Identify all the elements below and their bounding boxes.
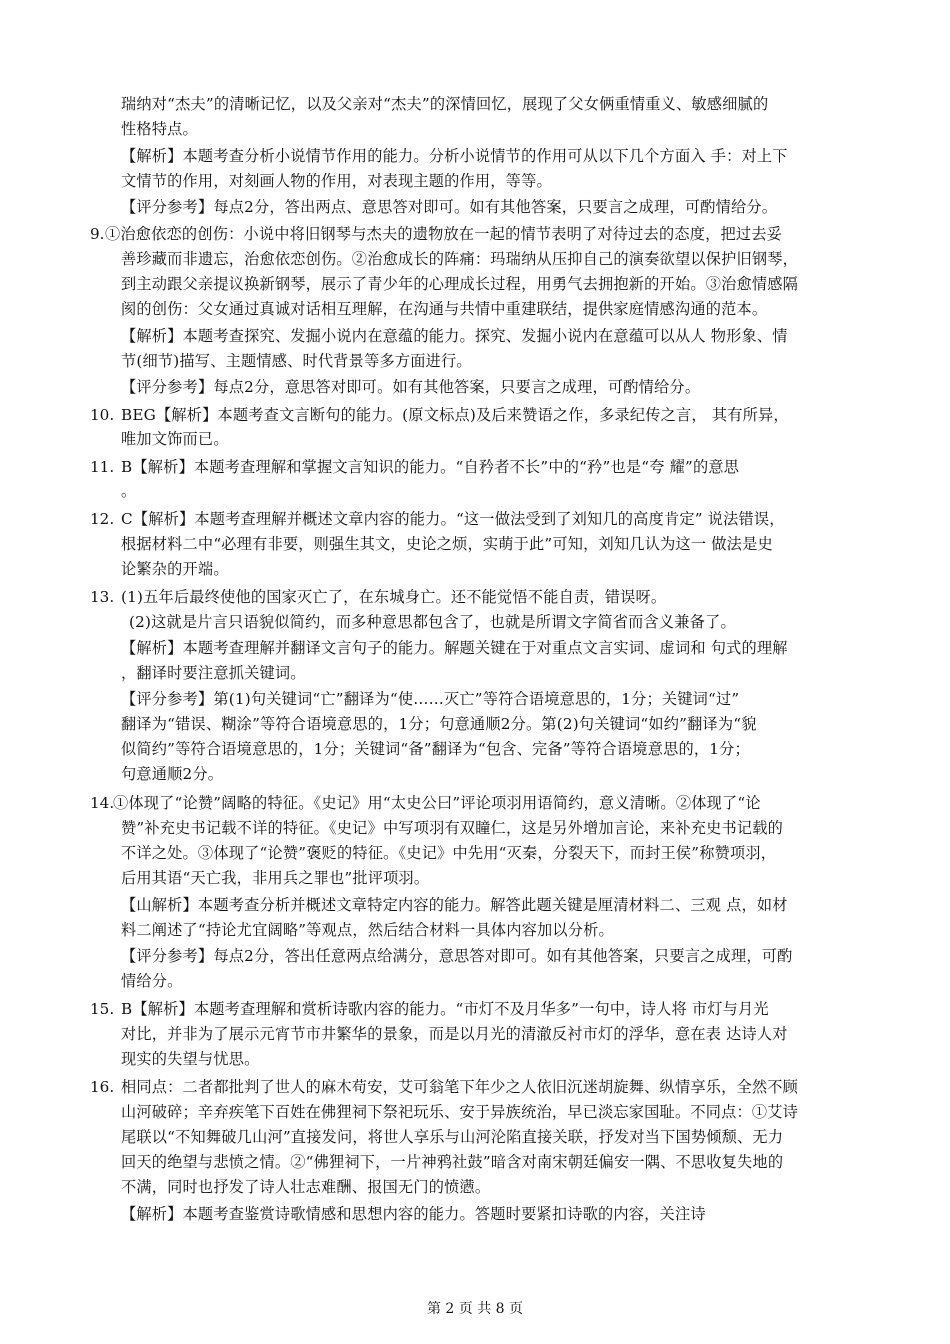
question-number: 10.	[90, 406, 115, 424]
question-number: 13.	[90, 588, 115, 606]
scoring-line: 【评分参考】每点2分，答出任意两点给满分，意思答对即可。如有其他答案，只要言之成理，可酌	[121, 947, 793, 965]
answer-line: 阂的创伤：父女通过真诚对话相互理解，在沟通与共情中重建联结，提供家庭情感沟通的范本。	[121, 300, 768, 318]
answer-line: 尾联以“不知舞破几山河”直接发问，将世人享乐与山河沦陷直接关联，抒发对当下国势倾颓、无力	[121, 1128, 784, 1146]
answer-line: 对比，并非为了展示元宵节市井繁华的景象，而是以月光的清澈反衬市灯的浮华，意在表 达诗人对	[121, 1025, 788, 1043]
answer-line: 到主动跟父亲提议换新钢琴，展示了青少年的心理成长过程，用勇气去拥抱新的开始。③治愈情感隔	[121, 275, 799, 293]
answer-line: 善珍藏而非遗忘，治愈依恋创伤。②治愈成长的阵痛：玛瑞纳从压抑自己的演奏欲望以保护旧钢琴，	[121, 250, 799, 268]
answer-line: 不详之处。③体现了“论赞”褒贬的特征。《史记》中先用“灭秦，分裂天下，而封王侯”称赞项羽，	[121, 844, 777, 862]
analysis-line: 【解析】本题考查鉴赏诗歌情感和思想内容的能力。答题时要紧扣诗歌的内容，关注诗	[121, 1205, 706, 1223]
answer-line: B【解析】本题考查理解和赏析诗歌内容的能力。“市灯不及月华多”一句中，诗人将 市灯与月光	[121, 1000, 769, 1018]
question-number: 9.	[90, 225, 105, 243]
answer-line: BEG【解析】本题考查文言断句的能力。(原文标点)及后来赞语之作，多录纪传之言， 其有所异，	[121, 406, 789, 424]
analysis-line: 【山解析】本题考查分析并概述文章特定内容的能力。解答此题关键是厘清材料二、三观 点，如材	[121, 896, 788, 914]
analysis-line: 【解析】本题考查理解并翻译文言句子的能力。解题关键在于对重点文言实词、虚词和 句式的理解	[121, 639, 788, 657]
answer-line: 后用其语“天亡我，非用兵之罪也”批评项羽。	[121, 869, 430, 887]
scoring-line: 【评分参考】每点2分，意思答对即可。如有其他答案，只要言之成理，可酌情给分。	[121, 378, 701, 396]
answer-line: B【解析】本题考查理解和掌握文言知识的能力。“自矜者不长”中的“矜”也是“夸 耀”的意思	[121, 458, 740, 476]
answer-line: 山河破碎；辛弃疾笔下百姓在佛狸祠下祭祀玩乐、安于异族统治，早已淡忘家国耻。不同点：①艾诗	[121, 1103, 799, 1121]
answer-line: 现实的失望与忧思。	[121, 1050, 260, 1068]
answer-line: 根据材料二中“必理有非要，则强生其文，史论之烦，实萌于此”可知，刘知几认为这一 做法是史	[121, 535, 773, 553]
answer-line: 赞”补充史书记载不详的特征。《史记》中写项羽有双瞳仁，这是另外增加言论，来补充史书记载的	[121, 819, 784, 837]
scoring-line: 【评分参考】每点2分，答出两点、意思答对即可。如有其他答案，只要言之成理，可酌情给分。	[121, 198, 778, 216]
question-number: 15.	[90, 1000, 115, 1018]
answer-line: ①治愈依恋的创伤：小说中将旧钢琴与杰夫的遗物放在一起的情节表明了对待过去的态度，把过去妥	[105, 225, 783, 243]
question-number: 14.	[90, 794, 115, 812]
text-line: 文情节的作用，对刻画人物的作用，对表现主题的作用，等等。	[121, 172, 552, 190]
text-line: 瑞纳对“杰夫”的清晰记忆，以及父亲对“杰夫”的深情回忆，展现了父女俩重情重义、敏感细腻的	[121, 95, 769, 113]
question-number: 16.	[90, 1078, 115, 1096]
analysis-line: 【解析】本题考查分析小说情节作用的能力。分析小说情节的作用可从以下几个方面入 手：对上下	[121, 147, 788, 165]
answer-line: 不满，同时也抒发了诗人壮志难酬、报国无门的愤懑。	[121, 1178, 491, 1196]
answer-line: 相同点：二者都批判了世人的麻木苟安，艾可翁笔下年少之人依旧沉迷胡旋舞、纵情享乐，全然不顾	[121, 1078, 799, 1096]
answer-line: (1)五年后最终使他的国家灭亡了，在东城身亡。还不能觉悟不能自责，错误呀。	[121, 588, 667, 606]
answer-line: ①体现了“论赞”阔略的特征。《史记》用“太史公曰”评论项羽用语简约，意义清晰。②体现了“论	[113, 794, 761, 812]
answer-line: (2)这就是片言只语貌似简约，而多种意思都包含了，也就是所谓文字简省而含义兼备了。	[129, 613, 736, 631]
text-line: 情给分。	[121, 972, 183, 990]
question-number: 12.	[90, 510, 115, 528]
question-number: 11.	[90, 458, 115, 476]
scoring-line: 似简约”等符合语境意思的，1分；关键词“备”翻译为“包含、完备”等符合语境意思的，1分；	[121, 740, 750, 758]
answer-line: 回天的绝望与悲愤之情。②“佛狸祠下，一片神鸦社鼓”暗含对南宋朝廷偏安一隅、不思收复失地的	[121, 1153, 784, 1171]
answer-line: 唯加文饰而已。	[121, 430, 229, 448]
analysis-line: 【解析】本题考查探究、发掘小说内在意蕴的能力。探究、发掘小说内在意蕴可以从人 物形象、情	[121, 327, 788, 345]
text-line: 料二阐述了“持论尤宜阔略”等观点，然后结合材料一具体内容加以分析。	[121, 921, 614, 939]
answer-line: 论繁杂的开端。	[121, 560, 229, 578]
text-line: 节(细节)描写、主题情感、时代背景等多方面进行。	[121, 352, 472, 370]
scoring-line: 翻译为“错误、糊涂”等符合语境意思的，1分；句意通顺2分。第(2)句关键词“如约”翻译为“貌	[121, 715, 757, 733]
scoring-line: 【评分参考】第(1)句关键词“亡”翻译为“使……灭亡”等符合语境意思的，1分；关键词“过”	[121, 690, 740, 708]
page-footer: 第 2 页 共 8 页	[426, 1301, 524, 1317]
answer-line: C【解析】本题考查理解并概述文章内容的能力。“这一做法受到了刘知几的高度肯定” 说法错误，	[121, 510, 785, 528]
text-line: ，翻译时要注意抓关键词。	[121, 664, 306, 682]
text-line: 性格特点。	[121, 120, 198, 138]
answer-line: 。	[121, 482, 137, 500]
scoring-line: 句意通顺2分。	[121, 765, 224, 783]
